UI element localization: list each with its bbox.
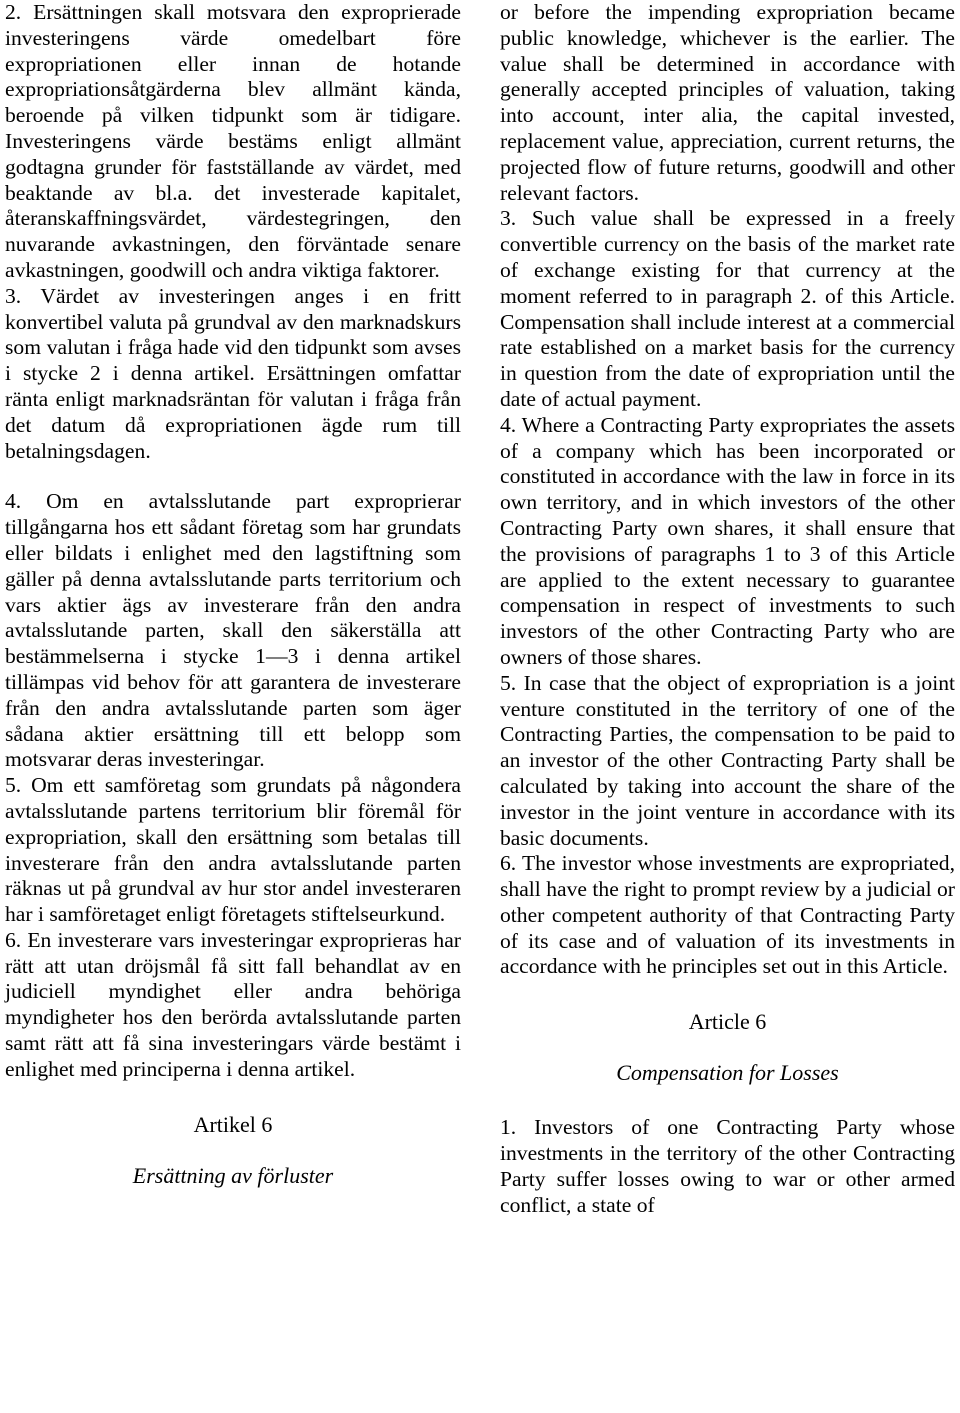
- sv-paragraph-2: 2. Ersättningen skall motsvara den exproprierade investeringens värde omedelbart före expropriationen eller innan de hotande expropriationsåtgärderna blev allmänt kända, beroende på vilken tidpunkt som är tidigare. Investeringens värde bestäms enligt allmänt godtagna grunder för fastställande av värdet, med beaktande av bl.a. det investerade kapitalet, återanskaffningsvärdet, värdestegringen, den nuvarande avkastningen, den förväntade senare avkastningen, goodwill och andra viktiga faktorer.: [5, 0, 461, 282]
- sv-paragraph-3: 3. Värdet av investeringen anges i en fritt konvertibel valuta på grundval av den marknadskurs som valutan i fråga hade vid den tidpunkt som avses i stycke 2 i denna artikel. Ersättningen omfattar ränta enligt marknadsräntan för valutan i fråga från det datum då expropriationen ägde rum till betalningsdagen.: [5, 283, 461, 463]
- sv-paragraph-4: 4. Om en avtalsslutande part exproprierar tillgångarna hos ett sådant företag som har grundats eller bildats i enlighet med den lagstiftning som gäller på denna avtalsslutande parts territorium och vars aktier ägs av investerare från den andra avtalsslutande parten, skall den säkerställa att bestämmelserna i stycke 1—3 i denna artikel tillämpas vid behov för att garantera de investerare från den andra avtalsslutande parten som äger sådana aktier ersättning till ett belopp som motsvarar deras investeringar.: [5, 489, 461, 772]
- en-paragraph-4: 4. Where a Contracting Party expropriates the assets of a company which has been incorporated or constituted in accordance with the law in force in its own territory, and in which investors of the other Contracting Party own shares, it shall ensure that the provisions of paragraphs 1 to 3 of this Article are applied to the extent necessary to guarantee compensation in respect of investments to such investors of the other Contracting Party who are owners of those shares.: [500, 412, 955, 669]
- english-column: [500, 0, 955, 1218]
- en-article6-paragraph-1: 1. Investors of one Contracting Party whose investments in the territory of the other Contracting Party suffer losses owing to war or other armed conflict, a state of: [500, 1115, 955, 1217]
- en-paragraph-3: 3. Such value shall be expressed in a freely convertible currency on the basis of the market rate of exchange existing for that currency at the moment referred to in paragraph 2. of this Article. Compensation shall include interest at a commercial rate established on a market basis for the currency in question from the date of expropriation until the date of actual payment.: [500, 206, 955, 411]
- en-paragraph-2-continued: or before the impending expropriation became public knowledge, whichever is the earlier. The value shall be determined in accordance with generally accepted principles of valuation, taking into account, inter alia, the capital invested, replacement value, appreciation, current returns, the projected flow of future returns, goodwill and other relevant factors.: [500, 0, 955, 205]
- sv-paragraph-5: 5. Om ett samföretag som grundats på någondera avtalsslutande partens territorium blir föremål för expropriation, skall den ersättning som betalas till investerare från den andra avtalsslutande parten räknas ut på grundval av hur stor andel investeraren har i samföretaget enligt företagets stiftelseurkund.: [5, 773, 461, 927]
- en-paragraph-6: 6. The investor whose investments are expropriated, shall have the right to prompt review by a judicial or other competent authority of that Contracting Party of its case and of valuation of its investments in accordance with he principles set out in this Article.: [500, 851, 955, 979]
- sv-paragraph-6: 6. En investerare vars investeringar exproprieras har rätt att utan dröjsmål få sitt fall behandlat av en judiciell myndighet eller andra behöriga myndigheter hos den berörda avtalsslutande parten samt rätt att få sina investeringars värde bestämt i enlighet med principerna i denna artikel.: [5, 927, 461, 1081]
- paragraph-gap: [5, 464, 461, 489]
- sv-article-subtitle: Ersättning av förluster: [132, 1162, 334, 1188]
- swedish-column: [5, 0, 461, 1189]
- en-article-subtitle: Compensation for Losses: [616, 1060, 839, 1086]
- en-article-title: Article 6: [688, 1009, 767, 1035]
- en-paragraph-5: 5. In case that the object of expropriation is a joint venture constituted in the territory of one of the Contracting Parties, the compensation to be paid to an investor of the other Contracting Party shall be calculated by taking into account the share of the investor in the joint venture in accordance with its basic documents.: [500, 670, 955, 850]
- sv-article-title: Artikel 6: [193, 1111, 273, 1137]
